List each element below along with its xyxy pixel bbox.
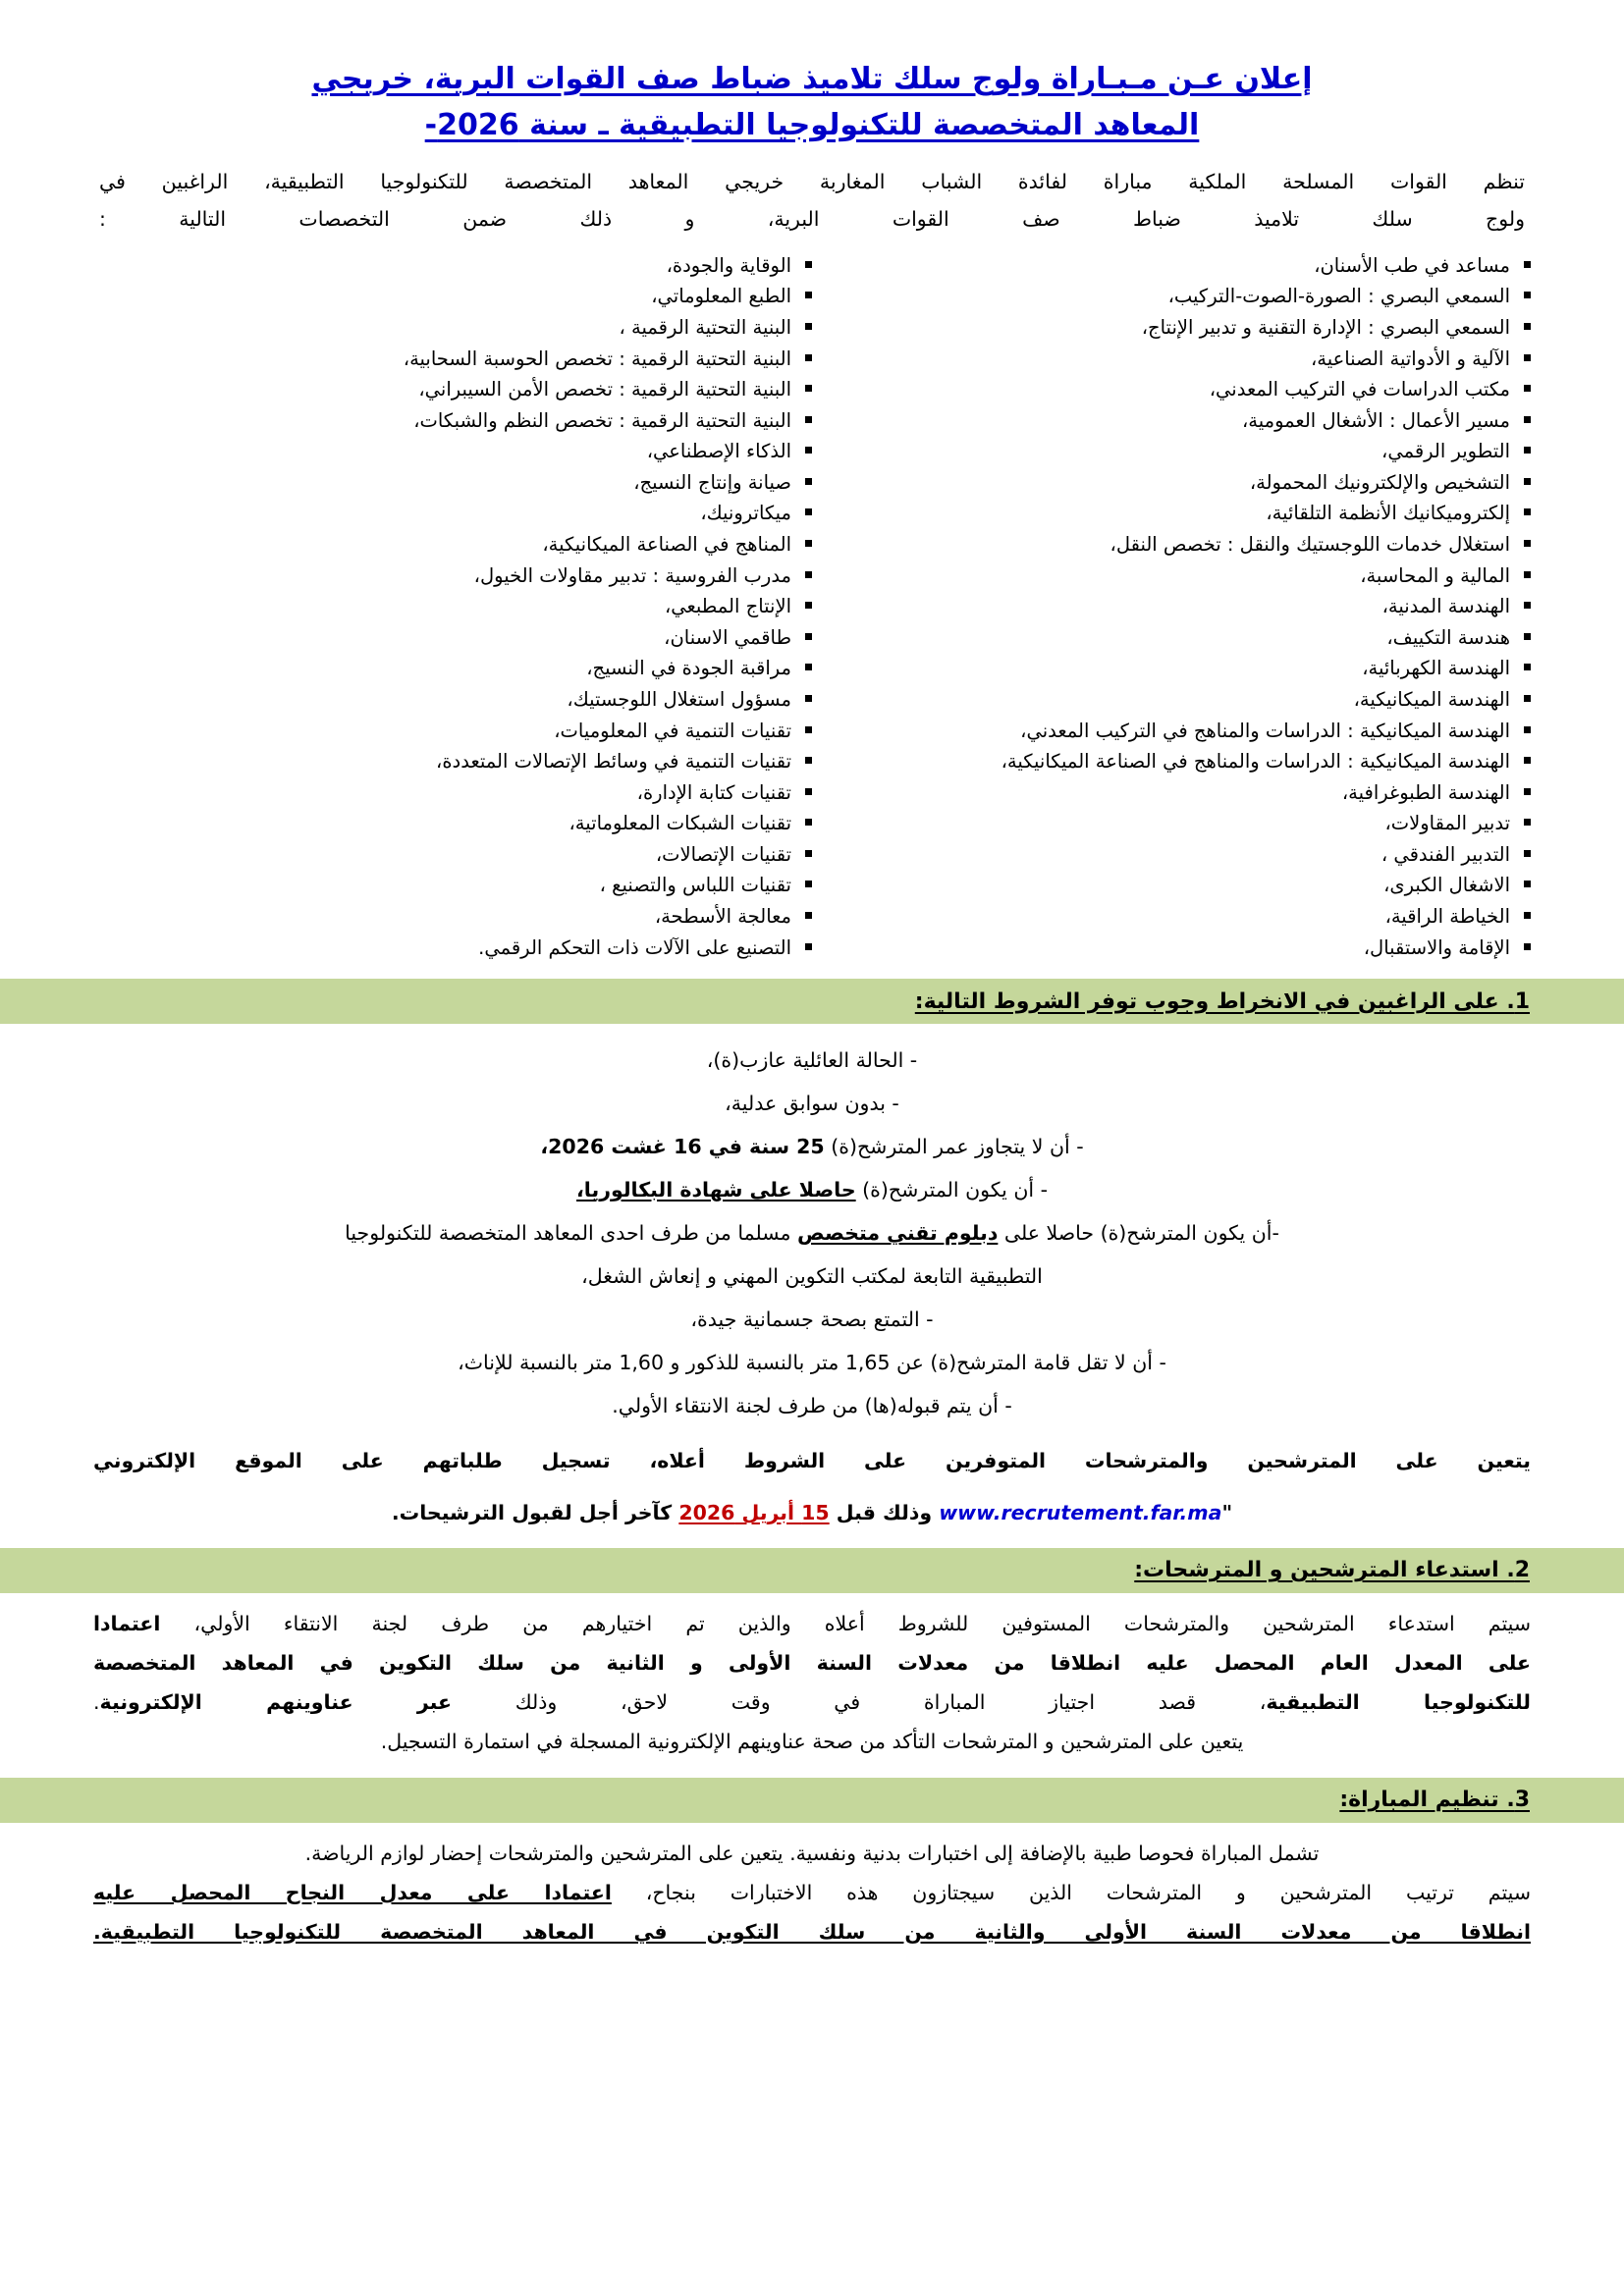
specialties-list-right [822,250,1531,963]
section-2-line-3 [93,1683,1531,1723]
list-item: مكتب الدراسات في التركيب المعدني، [1210,374,1531,405]
bullet-icon [805,726,812,733]
condition-diploma-p1: -أن يكون المترشح(ة) حاصلا على [998,1221,1279,1246]
condition-bac-value: حاصلا على شهادة البكالوريا، [576,1178,856,1202]
bullet-icon [805,261,812,268]
section-3-p2b: اعتمادا على معدل النجاح المحصل عليه [93,1880,612,1904]
list-item: تقنيات الإتصالات، [656,839,812,871]
list-item: تقنيات كتابة الإدارة، [637,777,812,809]
section-2-header [0,1548,1624,1593]
list-item: الهندسة الميكانيكية، [1354,684,1531,716]
registration-mid: وذلك قبل [829,1500,940,1524]
bullet-icon [1524,912,1531,919]
recruitment-website-link[interactable]: www.recrutement.far.ma [939,1500,1222,1524]
bullet-icon [1524,819,1531,826]
bullet-icon [1524,602,1531,609]
intro-line-1: تنظم القوات المسلحة الملكية مباراة لفائدة الشباب المغاربة خريجي المعاهد المتخصصة للتكنولوجيا التطبيقية، الراغبين في [99,170,1525,193]
list-item: البنية التحتية الرقمية : تخصص الحوسبة السحابية، [404,344,812,375]
bullet-icon [805,695,812,702]
bullet-icon [1524,664,1531,670]
bullet-icon [805,323,812,330]
specialties-list-left [93,250,812,963]
bullet-icon [1524,447,1531,454]
list-item: استغلال خدمات اللوجستيك والنقل : تخصص النقل، [1110,529,1531,561]
condition-age-value: 25 سنة في 16 غشت 2026، [540,1135,825,1159]
list-item: المناهج في الصناعة الميكانيكية، [542,529,812,561]
condition-selection: - أن يتم قبوله(ها) من طرف لجنة الانتقاء الأولي. [612,1393,1012,1417]
list-item: الهندسة الميكانيكية : الدراسات والمناهج في الصناعة الميكانيكية، [1001,746,1531,777]
bullet-icon [805,881,812,887]
quote-open: " [1221,1500,1233,1524]
specialties-column-right [812,250,1531,963]
condition-marital: - الحالة العائلية عازب(ة)، [706,1048,918,1073]
bullet-icon [805,788,812,795]
list-item: مسير الأعمال : الأشغال العمومية، [1242,405,1531,437]
list-item: التطوير الرقمي، [1381,436,1531,467]
section-2-p3a: ، قصد اجتياز المباراة في وقت لاحق، وذلك [452,1689,1267,1714]
list-item: البنية التحتية الرقمية : تخصص الأمن السيبراني، [418,374,812,405]
list-item: تقنيات التنمية في وسائط الإتصالات المتعددة، [436,746,812,777]
condition-diploma [93,1212,1531,1255]
list-item: ميكاترونيك، [700,498,812,529]
page-title [233,57,1391,148]
section-3-line-1: تشمل المباراة فحوصا طبية بالإضافة إلى اختبارات بدنية ونفسية. يتعين على المترشحين والمترشحات إحضار لوازم الرياضة. [304,1841,1320,1865]
bullet-icon [1524,943,1531,950]
bullet-icon [805,819,812,826]
condition-bac-prefix: - أن يكون المترشح(ة) [855,1178,1048,1202]
list-item: الهندسة الكهربائية، [1362,653,1531,684]
specialties-columns [93,250,1531,963]
bullet-icon [1524,726,1531,733]
condition-age-prefix: - أن لا يتجاوز عمر المترشح(ة) [824,1135,1084,1159]
bullet-icon [1524,850,1531,857]
section-2-line-1 [93,1605,1531,1644]
list-item: السمعي البصري : الإدارة التقنية و تدبير الإنتاج، [1142,312,1531,344]
list-item: مسؤول استغلال اللوجستيك، [567,684,812,716]
condition-age [93,1126,1531,1169]
section-3-heading: 3. تنظيم المباراة: [1339,1788,1530,1813]
bullet-icon [1524,416,1531,423]
bullet-icon [1524,571,1531,578]
section-3-body [93,1835,1531,1952]
bullet-icon [1524,261,1531,268]
list-item: تقنيات التنمية في المعلوميات، [554,716,812,747]
list-item: البنية التحتية الرقمية : تخصص النظم والشبكات، [413,405,812,437]
bullet-icon [805,292,812,298]
bullet-icon [1524,292,1531,298]
list-item: البنية التحتية الرقمية ، [620,312,812,344]
section-2-body [93,1605,1531,1762]
section-2-p3d: . [93,1689,100,1714]
list-item: الهندسة الميكانيكية : الدراسات والمناهج في التركيب المعدني، [1020,716,1531,747]
condition-diploma-bold: دبلوم تقني متخصص [797,1221,999,1246]
bullet-icon [805,664,812,670]
condition-height: - أن لا تقل قامة المترشح(ة) عن 1,65 متر بالنسبة للذكور و 1,60 متر بالنسبة للإناث، [458,1350,1166,1374]
section-3-line-3 [93,1913,1531,1952]
bullet-icon [1524,540,1531,547]
bullet-icon [1524,508,1531,515]
section-2-p3c: عبر عناوينهم الإلكترونية [99,1689,453,1714]
bullet-icon [805,943,812,950]
section-1-heading: 1. على الراغبين في الانخراط وجوب توفر الشروط التالية: [914,988,1530,1014]
bullet-icon [805,385,812,392]
section-2-line-4: يتعين على المترشحين و المترشحات التأكد من صحة عناوينهم الإلكترونية المسجلة في استمارة التسجيل. [380,1729,1244,1753]
bullet-icon [1524,695,1531,702]
section-1-header [0,979,1624,1024]
list-item: الاشغال الكبرى، [1383,870,1531,901]
bullet-icon [1524,354,1531,361]
list-item: تدبير المقاولات، [1384,808,1531,839]
section-1-conditions [93,1040,1531,1428]
section-3-line-2 [93,1874,1531,1913]
condition-health: - التمتع بصحة جسمانية جيدة، [690,1307,934,1331]
list-item: مراقبة الجودة في النسيج، [586,653,812,684]
list-item: هندسة التكييف، [1386,622,1531,654]
bullet-icon [805,540,812,547]
registration-notice [93,1442,1531,1480]
condition-diploma-cont: التطبيقية التابعة لمكتب التكوين المهني و إنعاش الشغل، [581,1263,1043,1288]
list-item: صيانة وإنتاج النسيج، [633,467,812,499]
condition-record: - بدون سوابق عدلية، [725,1092,899,1116]
list-item: التصنيع على الآلات ذات التحكم الرقمي. [478,933,812,964]
bullet-icon [805,850,812,857]
list-item: الخياطة الراقية، [1385,901,1531,933]
bullet-icon [805,602,812,609]
bullet-icon [1524,757,1531,764]
list-item: الإقامة والاستقبال، [1364,933,1531,964]
bullet-icon [1524,633,1531,640]
bullet-icon [1524,478,1531,485]
section-2-p3b: للتكنولوجيا التطبيقية [1266,1689,1531,1714]
bullet-icon [1524,385,1531,392]
section-3-header [0,1778,1624,1823]
section-2-p1b: اعتمادا [93,1611,161,1635]
bullet-icon [805,416,812,423]
intro-paragraph [93,164,1531,239]
list-item: الذكاء الإصطناعي، [647,436,812,467]
list-item: التشخيص والإلكترونيك المحمولة، [1250,467,1531,499]
condition-bac [93,1169,1531,1212]
title-line-2: المعاهد المتخصصة للتكنولوجيا التطبيقية ـ سنة 2026- [424,107,1200,142]
bullet-icon [1524,788,1531,795]
list-item: معالجة الأسطحة، [655,901,812,933]
bullet-icon [805,757,812,764]
title-line-1: إعلان عـن مـبـاراة ولوج سلك تلاميذ ضباط صف القوات البرية، خريجي [311,62,1313,96]
section-3-p2a: سيتم ترتيب المترشحين و المترشحات الذين سيجتازون هذه الاختبارات بنجاح، [611,1880,1531,1904]
registration-tail: كآخر أجل لقبول الترشيحات. [391,1500,679,1524]
section-2-line-2 [93,1644,1531,1683]
section-3-p3b: انطلاقا من معدلات السنة الأولى والثانية من سلك التكوين في المعاهد المتخصصة للتكنولوجيا التطبيقية. [93,1919,1531,1944]
bullet-icon [805,508,812,515]
intro-line-2: ولوج سلك تلاميذ ضباط صف القوات البرية، و ذلك ضمن التخصصات التالية : [99,206,1525,231]
section-2-heading: 2. استدعاء المترشحين و المترشحات: [1134,1558,1530,1583]
section-2-p2b: على المعدل العام المحصل عليه انطلاقا من معدلات السنة الأولى و الثانية من سلك التكوين في المعاهد المتخصصة [93,1650,1531,1675]
list-item: إلكتروميكانيك الأنظمة التلقائية، [1266,498,1531,529]
list-item: الطبع المعلوماتي، [651,281,812,312]
bullet-icon [805,912,812,919]
bullet-icon [1524,323,1531,330]
list-item: السمعي البصري : الصورة-الصوت-التركيب، [1168,281,1531,312]
specialties-column-left [93,250,812,963]
list-item: التدبير الفندقي ، [1381,839,1531,871]
section-2-p1a: سيتم استدعاء المترشحين والمترشحات المستوفين للشروط أعلاه والذين تم اختيارهم من طرف لجنة الانتقاء الأولي، [160,1611,1531,1635]
list-item: الهندسة الطبوغرافية، [1342,777,1531,809]
list-item: مدرب الفروسية : تدبير مقاولات الخيول، [474,561,812,592]
bullet-icon [805,354,812,361]
registration-text: يتعين على المترشحين والمترشحات المتوفرين على الشروط أعلاه، تسجيل طلباتهم على الموقع الإلكتروني [93,1448,1531,1472]
condition-diploma-p2: مسلما من طرف احدى المعاهد المتخصصة للتكنولوجيا [345,1221,798,1246]
list-item: تقنيات اللباس والتصنيع ، [600,870,812,901]
bullet-icon [805,447,812,454]
bullet-icon [805,633,812,640]
list-item: الهندسة المدنية، [1382,591,1531,622]
list-item: طاقمي الاسنان، [664,622,812,654]
list-item: تقنيات الشبكات المعلوماتية، [569,808,812,839]
list-item: الآلية و الأدواتية الصناعية، [1311,344,1531,375]
list-item: الإنتاج المطبعي، [665,591,812,622]
list-item: المالية و المحاسبة، [1360,561,1531,592]
bullet-icon [1524,881,1531,887]
bullet-icon [805,571,812,578]
list-item: الوقاية والجودة، [667,250,812,282]
deadline-date: 15 أبريل 2026 [678,1500,830,1524]
bullet-icon [805,478,812,485]
registration-site-line [93,1494,1531,1532]
list-item: مساعد في طب الأسنان، [1314,250,1531,282]
